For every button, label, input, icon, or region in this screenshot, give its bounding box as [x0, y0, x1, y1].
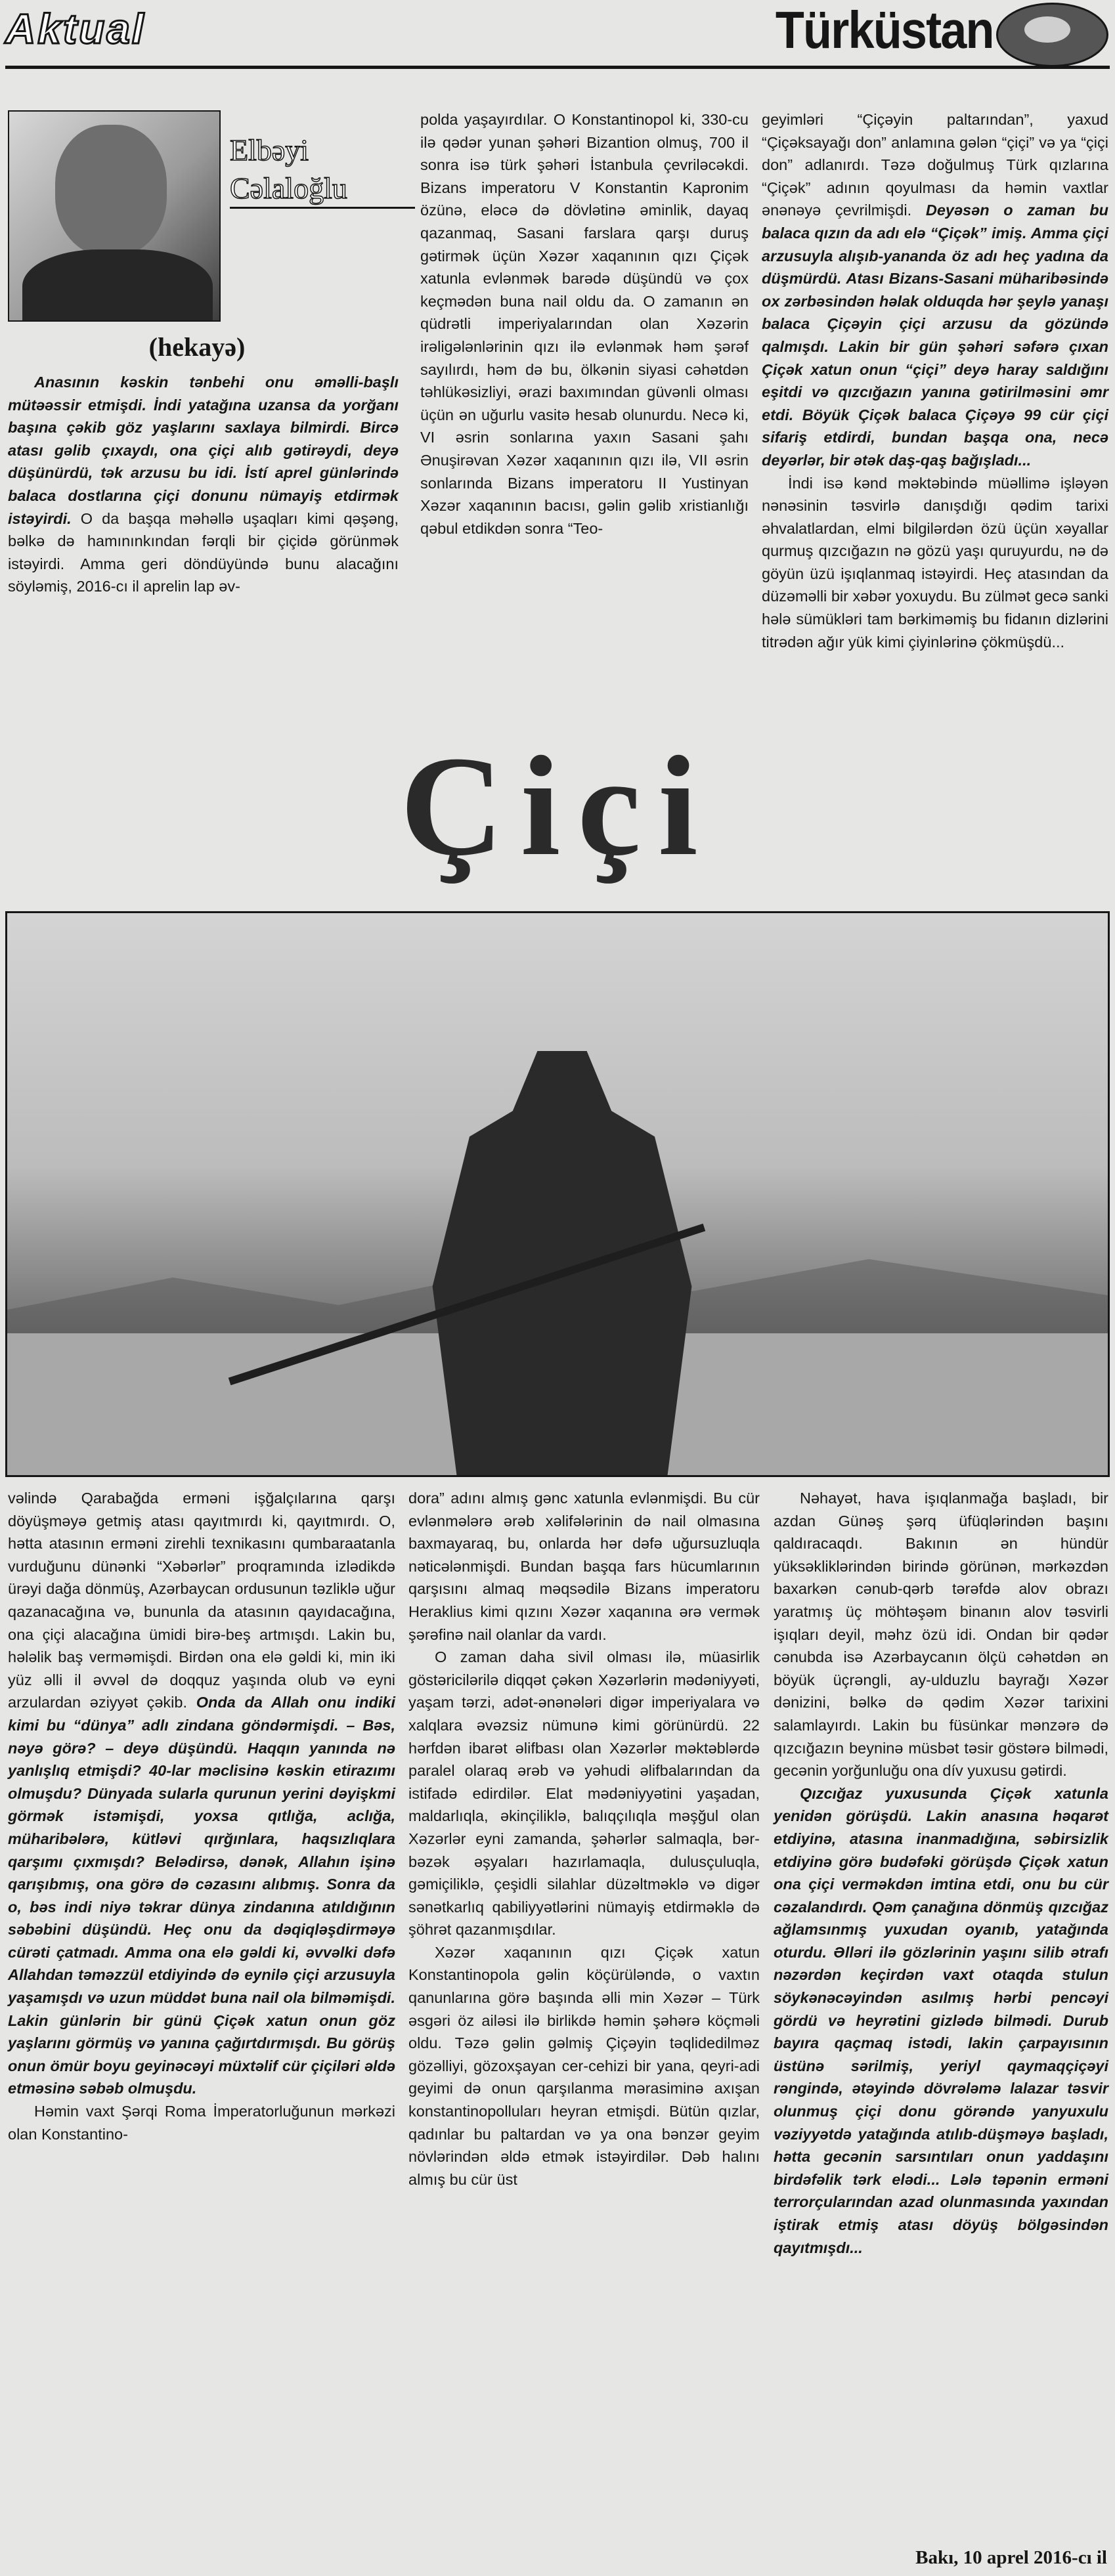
paragraph: Xəzər xaqanının qızı Çiçək xatun Konstantinopola gəlin köçürüləndə, o vaxtın qanunlarına görə başında əlli min Xəzər – Türk əsgəri öz ailəsi ilə birlikdə həmin şəhərə köçməli oldu. Təzə gəlin gəlmiş Çiçəyin təqlidedilməz gözəlliyi, gözoxşayan cer-cehizi bir yana, qeyri-adi geyimi də onun qarşılanma mərasiminə axışan konstantinopolluları heyran etmişdi. Bütün qızlar, qadınlar bu paltardan və ya ona bənzər geyim növlərindən əldə etmək istəyirdilər. Dəb halını almış bu cür üst [408, 1943, 760, 2188]
author-photo [8, 110, 221, 322]
genre-label: (hekayə) [148, 332, 246, 362]
section-label: Aktual [5, 5, 146, 53]
paragraph: O zaman daha sivil olması ilə, müasirlik göstəricilərilə diqqət çəkən Xəzərlərin mədəniyyəti, yaşam tərzi, adət-ənənələri digər imperiyalara və xalqlara əvəzsiz nümunə kimi görünürdü. 22 hərfdən ibarət əlifbası olan Xəzərlər məktəblərdə paralel olaraq ərəb və yəhudi əlifbalarından da istifadə edirdilər. Elat mədəniyyətini yaşadan, maldarlıqla, əkinçiliklə, balıqçılıqla məşğul olan Xəzərlər eyni zamanda, şəhərlər salmaqla, bər-bəzək əşyaları hazırlamaqla, dulusçuluqla, gəmiçiliklə, çeşidli silahlar düzəltməklə və digər sənətkarlıq qabiliyyətlərini nümayiş etdirməklə də şöhrət qazanmışdılar. [408, 1648, 760, 1939]
dateline: Bakı, 10 aprel 2016-cı il [915, 2547, 1107, 2568]
bottom-column-2 [408, 1487, 760, 2191]
paragraph: Həmin vaxt Şərqi Roma İmperatorluğunun mərkəzi olan Konstantino- [8, 2103, 395, 2143]
bottom-column-1 [8, 1487, 395, 2145]
newspaper-name: Türküstan [776, 1, 994, 59]
bottom-column-3 [774, 1487, 1108, 2259]
paragraph: polda yaşayırdılar. O Konstantinopol ki, 330-cu ilə qədər yunan şəhəri Bizantion olmuş, 700 il sonra isə türk şəhəri İstanbula çevriləcəkdi. Bizans imperatoru V Konstantin Kapronim özünə, eləcə də dövlətinə əminlik, dayaq qazanmaq, Sasani farslara qarşı duruş gətirmək üçün Xəzər xaqanının qızı Çiçək xatunla evlənmək barədə düşündü və çox keçmədən buna nail oldu da. O zamanın ən qüdrətli imperiyalarından olan Xəzərin irəligələnlərinin qızı ilə evlənmək həm şərəf sayılırdı, həm də bu, ölkənin siyasi cəhətdən təhlükəsizliyi, ərazi baxımından güvənli olması üçün ən uğurlu vasitə hesab olunurdu. Necə ki, VI əsrin sonlarına yaxın Sasani şahı Ənuşirəvan Xəzər xaqanının qızı ilə, VII əsrin sonlarında Bizans imperatoru II Yustinyan Xəzər xaqanının bacısı, gəlin gəlib xristianlığı qəbul etdikdən sonra “Teo- [420, 111, 749, 537]
author-name [230, 131, 347, 207]
paragraph: Qızcığaz yuxusunda Çiçək xatunla yenidən görüşdü. Lakin anasına həqarət etdiyinə, atasına inanmadığına, səbirsizlik etdiyinə görə budəfəki görüşdə Çiçək xatun ona çiçi verməkdən imtina etdi, onu bu cür cəzalandırdı. Qəm çanağına dönmüş qızcığaz ağlamsınmış yuxudan oyanıb, yatağında oturdu. Əlləri ilə gözlərinin yaşını silib ətrafı nəzərdən keçirdən vaxt otaqda stulun söykənəcəyindən asılmış hərbi pencəyi gördü və heyrətini gizlədə bilmədi. Durub bayıra qaçmaq istədi, lakin çarpayısının üstünə sərilmiş, yeriyl qaymaqçiçəyi rəngində, ətəyində dövrələmə lalazar təsvir olunmuş çiçi donu görəndə yanyuxulu vəziyyətdə yatağında atılıb-düşməyə başladı, hətta gecənin sarsıntıları onun yaddaşını birdəfəlik tərk elədi... Lələ təpənin erməni terrorçularından azad olunmasında yaxından iştirak etmiş atası döyüş bölgəsindən qayıtmışdı... [774, 1784, 1108, 2256]
top-column-2 [420, 108, 749, 540]
header-divider [5, 66, 1110, 69]
globe-logo-icon [996, 3, 1108, 67]
paragraph: Anasının kəskin tənbehi onu əməlli-başlı mütəəssir etmişdi. İndi yatağına uzansa da yorğanı başına çəkib göz yaşlarını saxlaya bilmirdi. Bircə atası gəlib çıxaydı, ona çiçi alıb gətirəydi, deyə düşünürdü, tək arzusu bu idi. İstí aprel günlərində balaca dostlarına çiçi donunu nümayiş etdirmək istəyirdi. O da başqa məhəllə uşaqları kimi qəşəng, bəlkə də hamınınkından fərqli bir çiçidə görünmək istəyirdi. Amma geri döndüyündə bunu alacağını söyləmiş, 2016-cı il aprelin lap əv- [8, 374, 399, 595]
author-underline [230, 207, 415, 209]
story-title: Çiçi [400, 727, 715, 886]
paragraph: Nəhayət, hava işıqlanmağa başladı, bir azdan Günəş şərq üfüqlərindən başını qaldıracaqdı. Bakının ən hündür yüksəkliklərindən birində görünən, mərkəzdən baxarkən cənub-qərb tərəfdə alov obrazı yaratmış üç möhtəşəm binanın alov təsvirli işıqları deyil, məhz özü idi. Ondan bir qədər cənubda isə Azərbaycanın ölçü cəhətdən ən böyük üçrəngli, ay-ulduzlu bayrağı Xəzər dənizini, bəlkə də qədim Xəzər tarixini salamlayırdı. Lakin bu füsünkar mənzərə də qızcığazın beyninə müsbət təsir göstərə bilmədi, gecənin yorğunluğu ona dív yuxusu gətirdi. [774, 1490, 1108, 1780]
illustration-warrior [5, 911, 1110, 1477]
paragraph: geyimləri “Çiçəyin paltarından”, yaxud “Çiçəksayağı don” anlamına gələn “çiçi” və ya “çiçi don” adlanırdı. Təzə doğulmuş Türk qızlarına “Çiçək” adının qoyulması da həmin vaxtlar ənənəyə çevrilmişdi. Deyəsən o zaman bu balaca qızın da adı elə “Çiçək” imiş. Amma çiçi arzusuyla alışıb-yananda öz adı heç yadına da düşmürdü. Atası Bizans-Sasani müharibəsində ox zərbəsindən həlak olduqda hər şeylə yanaşı balaca Çiçəyin çiçi arzusu da gözündə qalmışdı. Lakin bir gün şəhəri səfərə çıxan Çiçək xatun onun “çiçi” deyə haray saldığını eşitdi və qızcığazın yanına gətirilməsini əmr etdi. Böyük Çiçək balaca Çiçəyə 99 cür çiçi sifariş etdirdi, bundan başqa ona, necə deyərlər, bir ətək daş-qaş bağışladı... [762, 111, 1108, 469]
paragraph: vəlində Qarabağda erməni işğalçılarına qarşı döyüşməyə getmiş atası qayıtmırdı ki, qayıtmırdı. O, hətta atasının erməni zirehli texnikasını qumbaraatanla vurduğunu dünənki “Xəbərlər” proqramında izlədikdə ürəyi dağa dönmüş, Azərbaycan ordusunun təzliklə uğur qazanacağına və, bununla da atasının qayıdacağına, ona çiçi alacağına ümidi birə-beş artmışdı. Lakin bu, hələlik baş verməmişdi. Birdən ona elə gəldi ki, min iki yüz əlli il əvvəl də doqquz yaşında olub və eyni arzulardan əziyyət çəkib. Onda da Allah onu indiki kimi bu “dünya” adlı zindana göndərmişdi. – Bəs, nəyə görə? – deyə düşündü. Haqqın yanında nə yanlışlıq etmişdi? 40-lar məclisinə kəskin etirazımı olmuşdu? Dünyada sularla qurunun yerini dəyişkmi görmək istəmişdi, yoxsa qıtlığa, aclığa, müharibələrə, kütləvi qırğınlara, haqsızlıqlara qarşımı çıxmışdı? Belədirsə, dənək, Allahın işinə qarışıbmış, ona görə də cəzasını alıbmış. Sonra da o, bəs indi niyə təkrar dünya zindanına atıldığının səbəbini düşündü. Heç onu da dəqiqləşdirməyə cürəti çatmadı. Amma ona elə gəldi ki, əvvəlki dəfə Allahdan təməzzül etdiyində də eynilə çiçi arzusuyla yaşamışdı və uzun müddət buna nail ola bilməmişdi. Lakin günlərin bir günü Çiçək xatun onun göz yaşlarını görmüş və yanına çağırtdırmışdı. Bu görüş onun ömür boyu geyinəcəyi müxtəlif cür çiçiləri əldə etməsinə səbəb olmuşdu. [8, 1490, 395, 2097]
paragraph: dora” adını almış gənc xatunla evlənmişdi. Bu cür evlənmələrə ərəb xəlifələrinin də nail olmasına baxmayaraq, bu, onlarda hər dəfə uğursuzluqla nəticələnmişdi. Bundan başqa fars hücumlarının qarşısını almaq məqsədilə Bizans imperatoru Heraklius kimi qızını Xəzər xaqanına ərə vermək şərəfinə nail olanlar da vardı. [408, 1490, 760, 1643]
top-column-3 [762, 108, 1108, 653]
author-last-name: Cəlaloğlu [230, 171, 347, 205]
top-column-1 [8, 371, 399, 598]
paragraph: İndi isə kənd məktəbində müəllimə işləyən nənəsinin təsvirlə danışdığı qədim tarixi əhvalatlardan, elmi bilgilərdən özü üçün xəyallar qurmuş qızcığazın nə gözü yaşı quruyurdu, nə də göyün üzü işıqlanmaq istəyirdi. Heç atasından da düzəməlli bir xəbər yoxuydu. Bu zülmət gecə sanki hələ sümükləri tam bərkiməmiş bu fidanın dizlərini titrədən ağır yük kimi çiyinlərinə çökmüşdü... [762, 474, 1108, 651]
author-first-name: Elbəyi [230, 133, 309, 167]
